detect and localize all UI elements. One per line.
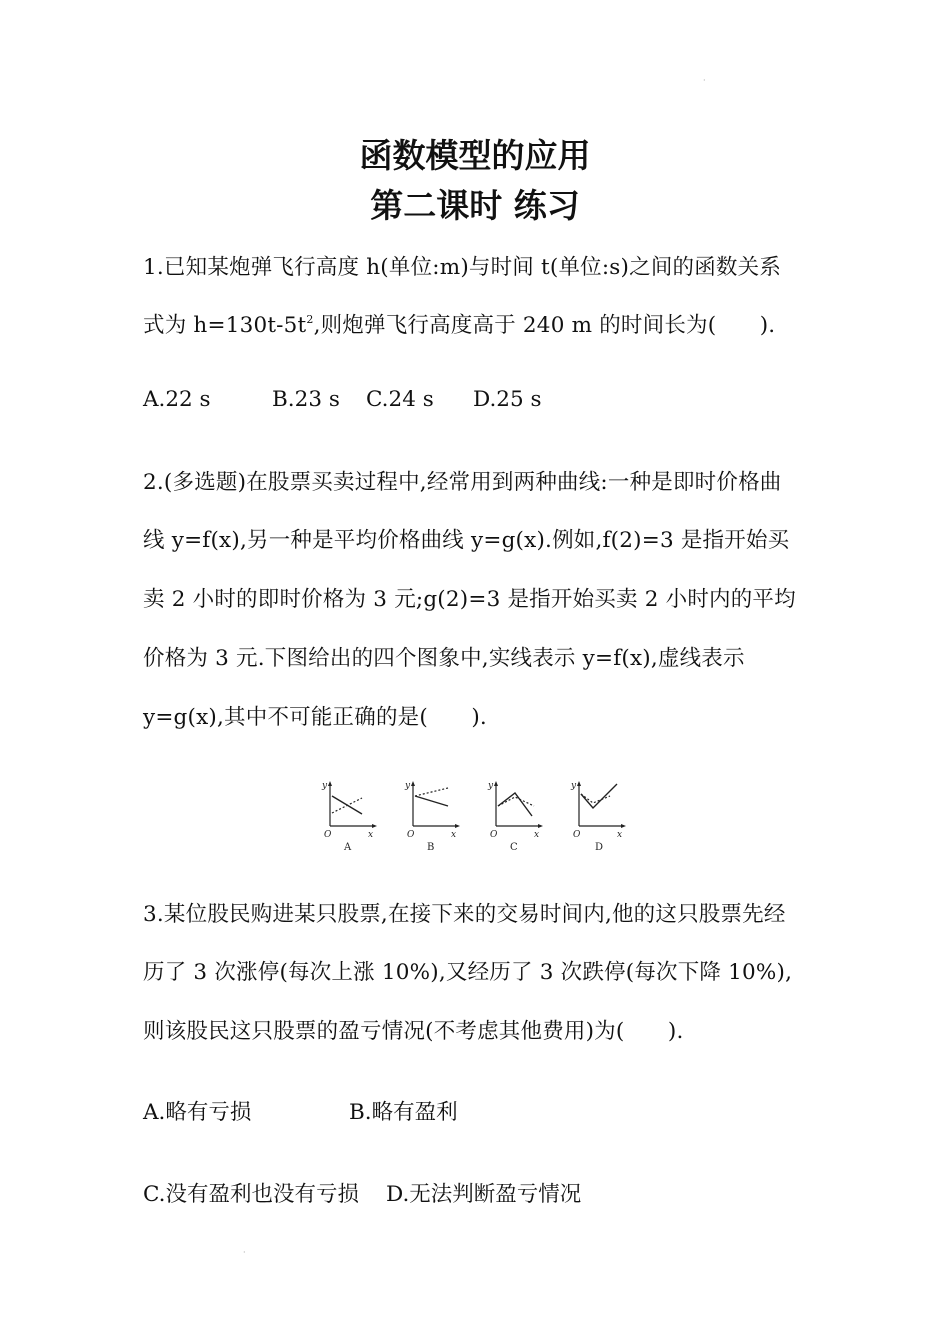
graph-b-origin: O bbox=[407, 830, 415, 840]
q1-option-b: B.23 s bbox=[272, 387, 340, 412]
q2-stem-line5: y=g(x),其中不可能正确的是( ). bbox=[143, 705, 487, 730]
graph-d-solid-line bbox=[581, 784, 617, 808]
graph-a-origin: O bbox=[324, 830, 332, 840]
q3-stem-line2: 历了 3 次涨停(每次上涨 10%),又经历了 3 次跌停(每次下降 10%), bbox=[143, 960, 793, 985]
q1-stem-line1: 1.已知某炮弹飞行高度 h(单位:m)与时间 t(单位:s)之间的函数关系 bbox=[143, 255, 782, 280]
q1-option-c: C.24 s bbox=[366, 387, 434, 412]
graph-a-label: A bbox=[344, 842, 352, 853]
scan-dot: · bbox=[703, 76, 706, 85]
q3-option-b: B.略有盈利 bbox=[349, 1100, 458, 1125]
q3-option-d: D.无法判断盈亏情况 bbox=[386, 1182, 582, 1207]
graph-c-y-label: y bbox=[488, 781, 494, 791]
graph-d-origin: O bbox=[573, 830, 581, 840]
graph-b-label: B bbox=[427, 842, 435, 853]
graph-c-solid-line bbox=[498, 793, 532, 816]
graph-c-label: C bbox=[510, 842, 518, 853]
graph-a-x-label: x bbox=[368, 830, 374, 840]
graph-b-solid-line bbox=[415, 796, 448, 806]
graph-d-label: D bbox=[595, 842, 604, 853]
q2-stem-line1: 2.(多选题)在股票买卖过程中,经常用到两种曲线:一种是即时价格曲 bbox=[143, 470, 782, 495]
graph-d-x-label: x bbox=[617, 830, 623, 840]
q3-stem-line1: 3.某位股民购进某只股票,在接下来的交易时间内,他的这只股票先经 bbox=[143, 902, 786, 927]
page-title: 函数模型的应用 bbox=[359, 136, 591, 175]
q3-option-a: A.略有亏损 bbox=[143, 1100, 252, 1125]
q2-graph-figure bbox=[310, 776, 640, 856]
graph-b-y-label: y bbox=[405, 781, 411, 791]
graph-b-dashed-line bbox=[415, 788, 448, 796]
graph-d bbox=[570, 781, 626, 853]
q1-exponent: 2 bbox=[306, 313, 314, 326]
graph-c-origin: O bbox=[490, 830, 498, 840]
q3-stem-line3: 则该股民这只股票的盈亏情况(不考虑其他费用)为( ). bbox=[143, 1019, 684, 1044]
q2-stem-line3: 卖 2 小时的即时价格为 3 元;g(2)=3 是指开始买卖 2 小时内的平均 bbox=[143, 587, 796, 612]
graph-c-x-label: x bbox=[534, 830, 540, 840]
q1-option-a: A.22 s bbox=[143, 387, 211, 412]
q1-stem-line2: 式为 $h=130t-5t^2$,则炮弹飞行高度高于 240 m 的时间长为( ). bbox=[143, 313, 776, 338]
q1-option-d: D.25 s bbox=[473, 387, 542, 412]
graph-d-y-label: y bbox=[571, 781, 577, 791]
graph-b bbox=[404, 781, 460, 853]
graph-c bbox=[487, 781, 543, 853]
graph-a-y-label: y bbox=[322, 781, 328, 791]
q2-stem-line4: 价格为 3 元.下图给出的四个图象中,实线表示 y=f(x),虚线表示 bbox=[143, 646, 745, 671]
q2-stem-line2: 线 y=f(x),另一种是平均价格曲线 y=g(x).例如,f(2)=3 是指开始买 bbox=[143, 528, 790, 553]
q3-option-c: C.没有盈利也没有亏损 bbox=[143, 1182, 360, 1207]
graph-b-x-label: x bbox=[451, 830, 457, 840]
page-subtitle: 第二课时 练习 bbox=[370, 186, 580, 225]
graph-a bbox=[321, 781, 377, 853]
scan-dot: · bbox=[243, 1248, 246, 1257]
